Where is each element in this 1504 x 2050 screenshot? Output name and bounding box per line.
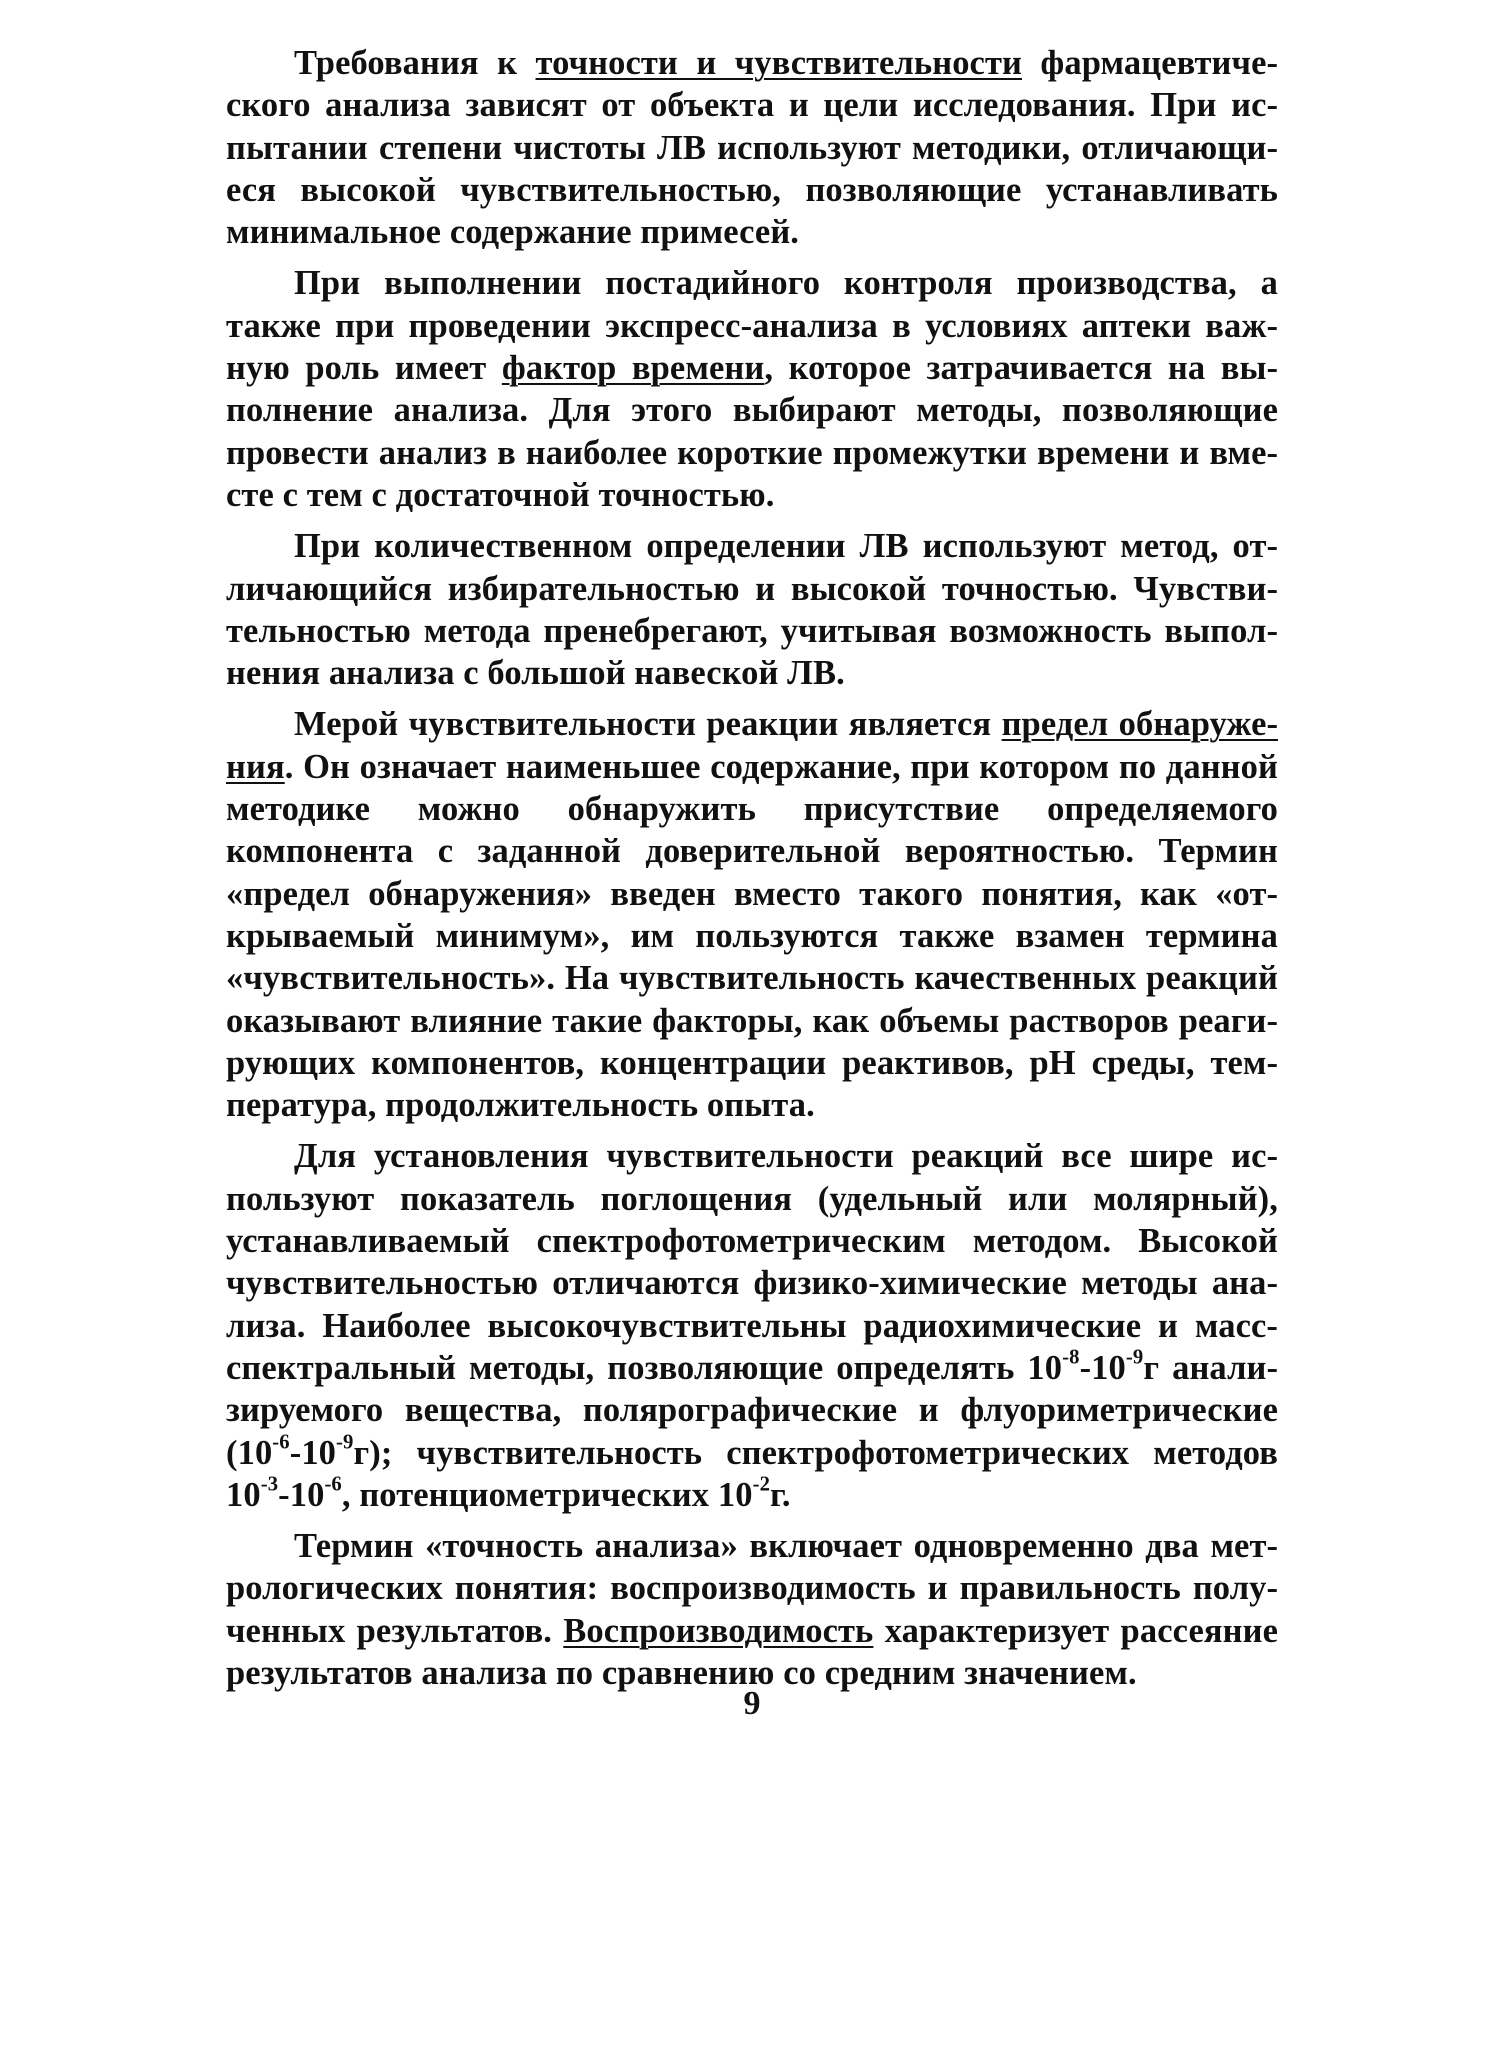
- paragraph-3: [226, 525, 1278, 694]
- text-segment: Термин «точность анализа» включает одновременно два метрологических понятия: воспроизводимость и правильность полученных результатов.: [226, 1527, 1278, 1650]
- text-segment: При выполнении постадийного контроля производства, а также при проведении экспресс-анализа в условиях аптеки важную роль имеет: [226, 264, 1278, 388]
- text-segment: г.: [770, 1475, 791, 1514]
- text-segment: -10: [278, 1475, 325, 1514]
- paragraph-1: [226, 42, 1278, 253]
- underlined-term: предел обнаружения: [226, 705, 1279, 786]
- superscript: -6: [324, 1473, 342, 1496]
- text-segment: -10: [1079, 1348, 1126, 1387]
- underlined-term: точности и чувствительности: [535, 44, 1022, 82]
- superscript: -6: [272, 1430, 290, 1453]
- superscript: -2: [752, 1473, 771, 1496]
- text-segment: Требования к: [294, 44, 536, 82]
- text-segment: характеризует рассеяние результатов анализа по сравнению со средним значением.: [226, 1611, 1278, 1692]
- underlined-term: Воспроизводимость: [563, 1611, 874, 1650]
- paragraph-5: [226, 1135, 1278, 1516]
- superscript: -9: [336, 1430, 354, 1453]
- text-segment: , потенциометрических 10: [341, 1475, 753, 1514]
- page-number: 9: [743, 1685, 761, 1722]
- paragraph-2: [226, 262, 1278, 516]
- paragraph-4: [226, 703, 1278, 1126]
- text-segment: Для установления чувствительности реакций все шире используют показатель поглощения (удельный или молярный), устанавливаемый спектрофотометрическим методом. Высокой чувствительностью отличаются физико-химические методы анализа. Наиболее высокочувствительны радиохимические и масс-спектральный методы, позволяющие определять 10: [226, 1137, 1278, 1387]
- text-segment: Мерой чувствительности реакции является: [294, 705, 1002, 744]
- superscript: -3: [260, 1473, 279, 1496]
- text-segment: , которое затрачивается на выполнение анализа. Для этого выбирают методы, позволяющие провести анализ в наиболее короткие промежутки времени и вместе с тем с достаточной точностью.: [226, 349, 1279, 514]
- text-segment: фармацевтического анализа зависят от объекта и цели исследования. При испытании степени чистоты ЛВ используют методики, отличающиеся высокой чувствительностью, позволяющие устанавливать минимальное содержание примесей.: [226, 44, 1278, 252]
- text-segment: -10: [289, 1433, 337, 1472]
- text-segment: . Он означает наименьшее содержание, при котором по данной методике можно обнаружить присутствие определяемого компонента с заданной доверительной вероятностью. Термин «предел обнаружения» введен вместо такого понятия, как «открываемый минимум», им пользуются также взамен термина «чувствительность». На чувствительность качественных реакций оказывают влияние такие факторы, как объемы растворов реагирующих компонентов, концентрации реактивов, pH среды, температура, продолжительность опыта.: [226, 747, 1278, 1125]
- text-segment: г анализируемого вещества, полярографические и флуориметрические (10: [226, 1348, 1279, 1472]
- superscript: -9: [1125, 1346, 1144, 1369]
- text-segment: При количественном определении ЛВ используют метод, отличающийся избирательностью и высокой точностью. Чувствительностью метода пренебрегают, учитывая возможность выполнения анализа с большой навеской ЛВ.: [226, 527, 1278, 693]
- underlined-term: фактор времени: [501, 349, 765, 388]
- superscript: -8: [1062, 1346, 1080, 1369]
- document-body: [226, 42, 1278, 1694]
- paragraph-6: [226, 1525, 1278, 1694]
- text-segment: г); чувствительность спектрофотометрических методов 10: [226, 1433, 1278, 1514]
